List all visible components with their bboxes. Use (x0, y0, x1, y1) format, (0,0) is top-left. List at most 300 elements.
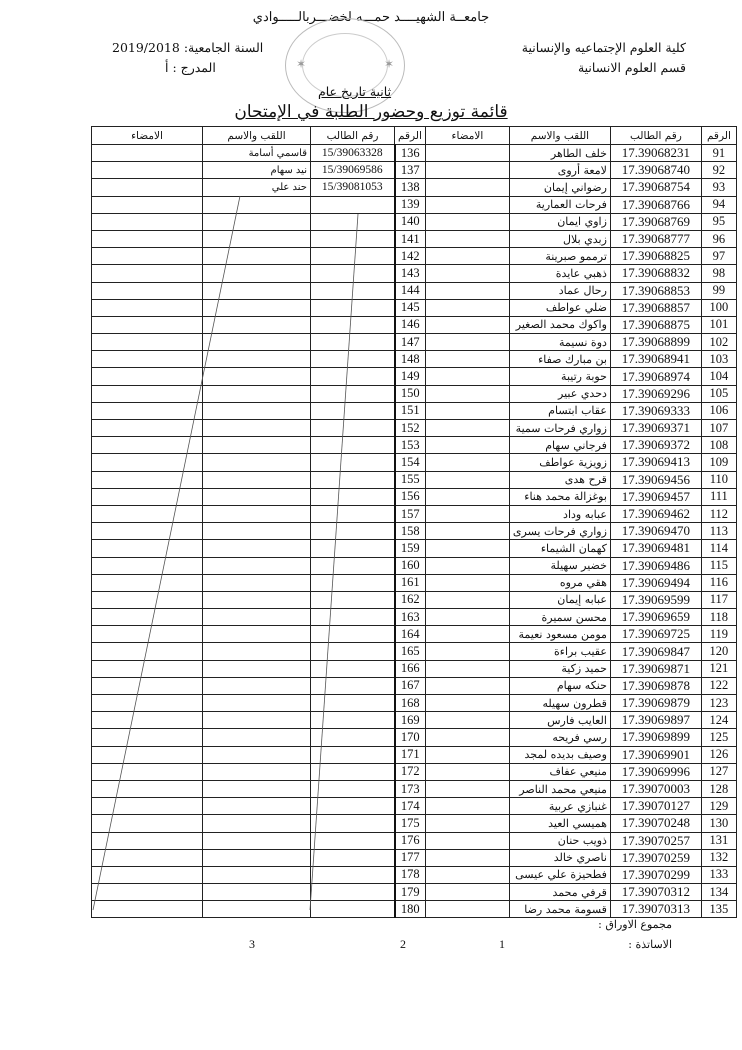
signature-cell[interactable] (92, 884, 203, 901)
table-row (92, 368, 737, 385)
student-id: 17.39070127 (610, 798, 701, 815)
signature-cell[interactable] (425, 437, 509, 454)
signature-cell[interactable] (425, 471, 509, 488)
student-name: واكوك محمد الصغير (509, 316, 610, 333)
student-id (311, 282, 395, 299)
student-id: 17.39068777 (610, 230, 701, 247)
student-id: 17.39069333 (610, 402, 701, 419)
student-id (311, 471, 395, 488)
table-row (92, 832, 737, 849)
signature-cell[interactable] (425, 712, 509, 729)
signature-cell[interactable] (425, 695, 509, 712)
student-name: بوغزالة محمد هناء (509, 488, 610, 505)
signature-cell[interactable] (425, 299, 509, 316)
signature-cell[interactable] (92, 179, 203, 196)
row-number: 156 (395, 488, 426, 505)
signature-cell[interactable] (92, 626, 203, 643)
table-row (92, 660, 737, 677)
table-row (92, 815, 737, 832)
student-name: عبابه وداد (509, 505, 610, 522)
signature-cell[interactable] (425, 643, 509, 660)
signature-cell[interactable] (425, 248, 509, 265)
table-row (92, 505, 737, 522)
table-row (92, 901, 737, 918)
student-id: 17.39068766 (610, 196, 701, 213)
signature-cell[interactable] (92, 609, 203, 626)
signature-cell[interactable] (425, 505, 509, 522)
table-row (92, 626, 737, 643)
student-name (203, 901, 311, 918)
professor-slot-2: 2 (400, 937, 406, 951)
row-number: 158 (395, 523, 426, 540)
row-number: 153 (395, 437, 426, 454)
row-number: 161 (395, 574, 426, 591)
student-id: 17.39068875 (610, 316, 701, 333)
student-name (203, 626, 311, 643)
student-id: 17.39069659 (610, 609, 701, 626)
col-name-header-2: اللقب والاسم (203, 127, 311, 145)
student-name (203, 763, 311, 780)
student-id: 17.39069296 (610, 385, 701, 402)
table-row (92, 540, 737, 557)
student-name (203, 437, 311, 454)
row-number: 160 (395, 557, 426, 574)
table-row (92, 849, 737, 866)
table-row (92, 351, 737, 368)
professors-label: الاساتذة : (628, 938, 672, 951)
signature-cell[interactable] (425, 780, 509, 797)
signature-cell[interactable] (92, 282, 203, 299)
student-id (311, 265, 395, 282)
signature-cell[interactable] (425, 316, 509, 333)
signature-cell[interactable] (425, 385, 509, 402)
signature-cell[interactable] (92, 316, 203, 333)
student-name (203, 265, 311, 282)
signature-cell[interactable] (92, 488, 203, 505)
row-number: 96 (701, 230, 736, 247)
student-name (203, 660, 311, 677)
signature-cell[interactable] (92, 248, 203, 265)
table-row (92, 265, 737, 282)
row-number: 113 (701, 523, 736, 540)
signature-cell[interactable] (92, 368, 203, 385)
student-name: نيد سهام (203, 162, 311, 179)
row-number: 135 (701, 901, 736, 918)
student-name (203, 505, 311, 522)
row-number: 92 (701, 162, 736, 179)
table-row (92, 402, 737, 419)
student-id (311, 368, 395, 385)
student-name: هقي مروه (509, 574, 610, 591)
professor-slot-1: 1 (499, 937, 505, 951)
row-number: 103 (701, 351, 736, 368)
student-name: قرح هدى (509, 471, 610, 488)
signature-cell[interactable] (425, 145, 509, 162)
signature-cell[interactable] (425, 282, 509, 299)
signature-cell[interactable] (425, 213, 509, 230)
student-name (203, 282, 311, 299)
student-id (311, 729, 395, 746)
row-number: 166 (395, 660, 426, 677)
signature-cell[interactable] (92, 471, 203, 488)
student-name (203, 695, 311, 712)
student-id: 17.39068740 (610, 162, 701, 179)
signature-cell[interactable] (425, 196, 509, 213)
signature-cell[interactable] (425, 402, 509, 419)
signature-cell[interactable] (92, 351, 203, 368)
student-id (311, 849, 395, 866)
signature-cell[interactable] (425, 832, 509, 849)
student-id (311, 901, 395, 918)
signature-cell[interactable] (92, 505, 203, 522)
signature-cell[interactable] (425, 230, 509, 247)
student-name (203, 712, 311, 729)
row-number: 178 (395, 866, 426, 883)
signature-cell[interactable] (92, 265, 203, 282)
table-row (92, 213, 737, 230)
student-name: محسن سميرة (509, 609, 610, 626)
student-name: مومن مسعود نعيمة (509, 626, 610, 643)
student-id (311, 815, 395, 832)
signature-cell[interactable] (425, 677, 509, 694)
student-id (311, 643, 395, 660)
student-id: 17.39069996 (610, 763, 701, 780)
student-id (311, 557, 395, 574)
signature-cell[interactable] (92, 866, 203, 883)
student-name (203, 866, 311, 883)
student-id (311, 454, 395, 471)
student-name: بن مبارك صفاء (509, 351, 610, 368)
student-name: حميد زكية (509, 660, 610, 677)
student-id: 17.39068754 (610, 179, 701, 196)
signature-cell[interactable] (92, 660, 203, 677)
student-id (311, 334, 395, 351)
student-name (203, 351, 311, 368)
student-name (203, 402, 311, 419)
row-number: 176 (395, 832, 426, 849)
table-row (92, 763, 737, 780)
signature-cell[interactable] (425, 574, 509, 591)
row-number: 125 (701, 729, 736, 746)
student-name: حند علي (203, 179, 311, 196)
signature-cell[interactable] (425, 557, 509, 574)
student-id (311, 780, 395, 797)
signature-cell[interactable] (425, 798, 509, 815)
signature-cell[interactable] (425, 746, 509, 763)
signature-cell[interactable] (425, 179, 509, 196)
student-name (203, 832, 311, 849)
student-name (203, 213, 311, 230)
row-number: 106 (701, 402, 736, 419)
signature-cell[interactable] (92, 420, 203, 437)
col-id-header-2: رقم الطالب (311, 127, 395, 145)
row-number: 142 (395, 248, 426, 265)
signature-cell[interactable] (92, 145, 203, 162)
row-number: 118 (701, 609, 736, 626)
student-name (203, 884, 311, 901)
student-id (311, 677, 395, 694)
table-row (92, 746, 737, 763)
student-id (311, 523, 395, 540)
signature-cell[interactable] (425, 334, 509, 351)
student-id: 15/39081053 (311, 179, 395, 196)
signature-cell[interactable] (92, 780, 203, 797)
student-id (311, 574, 395, 591)
signature-cell[interactable] (92, 557, 203, 574)
table-row (92, 609, 737, 626)
student-id: 17.39069878 (610, 677, 701, 694)
student-name: ذويب حنان (509, 832, 610, 849)
row-number: 157 (395, 505, 426, 522)
student-name: زبدي بلال (509, 230, 610, 247)
row-number: 109 (701, 454, 736, 471)
department-name: قسم العلوم الانسانية (577, 60, 686, 75)
row-number: 98 (701, 265, 736, 282)
signature-cell[interactable] (92, 230, 203, 247)
student-name: دحدي عبير (509, 385, 610, 402)
table-row (92, 162, 737, 179)
table-row (92, 866, 737, 883)
signature-cell[interactable] (92, 643, 203, 660)
signature-cell[interactable] (92, 385, 203, 402)
table-row (92, 643, 737, 660)
signature-cell[interactable] (425, 488, 509, 505)
student-id (311, 660, 395, 677)
student-id (311, 488, 395, 505)
signature-cell[interactable] (425, 849, 509, 866)
student-name: قرفي محمد (509, 884, 610, 901)
row-number: 100 (701, 299, 736, 316)
signature-cell[interactable] (92, 437, 203, 454)
signature-cell[interactable] (92, 540, 203, 557)
student-name (203, 299, 311, 316)
row-number: 137 (395, 162, 426, 179)
student-id: 17.39069372 (610, 437, 701, 454)
signature-cell[interactable] (92, 901, 203, 918)
student-name: دوة نسيمة (509, 334, 610, 351)
signature-cell[interactable] (92, 334, 203, 351)
row-number: 110 (701, 471, 736, 488)
signature-cell[interactable] (425, 351, 509, 368)
signature-cell[interactable] (92, 746, 203, 763)
student-name (203, 591, 311, 608)
student-id: 17.39069457 (610, 488, 701, 505)
student-name (203, 454, 311, 471)
signature-cell[interactable] (425, 660, 509, 677)
row-number: 97 (701, 248, 736, 265)
signature-cell[interactable] (92, 402, 203, 419)
table-row (92, 230, 737, 247)
signature-cell[interactable] (425, 162, 509, 179)
row-number: 139 (395, 196, 426, 213)
student-id (311, 385, 395, 402)
student-name (203, 230, 311, 247)
student-id (311, 299, 395, 316)
student-id (311, 884, 395, 901)
student-id: 17.39069901 (610, 746, 701, 763)
student-name (203, 471, 311, 488)
row-number: 138 (395, 179, 426, 196)
row-number: 117 (701, 591, 736, 608)
total-sheets-label: مجموع الاوراق : (598, 918, 672, 931)
student-id (311, 402, 395, 419)
signature-cell[interactable] (425, 609, 509, 626)
student-id: 17.39068825 (610, 248, 701, 265)
student-id: 17.39069725 (610, 626, 701, 643)
student-id: 17.39069470 (610, 523, 701, 540)
row-number: 167 (395, 677, 426, 694)
table-row (92, 437, 737, 454)
student-id: 17.39069413 (610, 454, 701, 471)
signature-cell[interactable] (425, 884, 509, 901)
signature-cell[interactable] (425, 866, 509, 883)
student-name: منيعي عفاف (509, 763, 610, 780)
signature-cell[interactable] (425, 763, 509, 780)
table-row (92, 299, 737, 316)
student-id (311, 316, 395, 333)
student-id: 17.39070003 (610, 780, 701, 797)
student-id: 17.39070259 (610, 849, 701, 866)
student-id (311, 798, 395, 815)
signature-cell[interactable] (425, 368, 509, 385)
row-number: 140 (395, 213, 426, 230)
row-number: 93 (701, 179, 736, 196)
student-id: 17.39069871 (610, 660, 701, 677)
student-name: زواري فرحات يسرى (509, 523, 610, 540)
student-id: 17.39069879 (610, 695, 701, 712)
student-name: منيعي محمد الناصر (509, 780, 610, 797)
signature-cell[interactable] (425, 523, 509, 540)
row-number: 107 (701, 420, 736, 437)
signature-cell[interactable] (92, 798, 203, 815)
row-number: 151 (395, 402, 426, 419)
row-number: 101 (701, 316, 736, 333)
signature-cell[interactable] (92, 712, 203, 729)
row-number: 120 (701, 643, 736, 660)
signature-cell[interactable] (425, 901, 509, 918)
student-id (311, 420, 395, 437)
table-row (92, 334, 737, 351)
signature-cell[interactable] (425, 626, 509, 643)
row-number: 150 (395, 385, 426, 402)
student-id: 17.39068853 (610, 282, 701, 299)
student-name (203, 677, 311, 694)
col-num-header: الرقم (701, 127, 736, 145)
student-name: ترممو صبرينة (509, 248, 610, 265)
row-number: 159 (395, 540, 426, 557)
signature-cell[interactable] (92, 763, 203, 780)
signature-cell[interactable] (425, 420, 509, 437)
signature-cell[interactable] (92, 591, 203, 608)
signature-cell[interactable] (92, 574, 203, 591)
signature-cell[interactable] (92, 815, 203, 832)
student-id (311, 213, 395, 230)
student-id (311, 230, 395, 247)
signature-cell[interactable] (425, 815, 509, 832)
signature-cell[interactable] (92, 196, 203, 213)
student-id: 17.39068231 (610, 145, 701, 162)
row-number: 127 (701, 763, 736, 780)
student-id (311, 505, 395, 522)
student-name (203, 815, 311, 832)
student-name: كهمان الشيماء (509, 540, 610, 557)
row-number: 102 (701, 334, 736, 351)
student-name (203, 780, 311, 797)
student-id: 17.39070313 (610, 901, 701, 918)
row-number: 104 (701, 368, 736, 385)
student-id (311, 746, 395, 763)
signature-cell[interactable] (425, 265, 509, 282)
row-number: 111 (701, 488, 736, 505)
table-row (92, 677, 737, 694)
student-name: همیسي العيد (509, 815, 610, 832)
student-name (203, 746, 311, 763)
academic-year: السنة الجامعية: 2019/2018 (112, 40, 264, 55)
table-row (92, 591, 737, 608)
row-number: 112 (701, 505, 736, 522)
table-row (92, 248, 737, 265)
signature-cell[interactable] (92, 454, 203, 471)
student-name: قسومة محمد رضا (509, 901, 610, 918)
attendance-table (91, 126, 737, 918)
student-name (203, 729, 311, 746)
student-id: 17.39070299 (610, 866, 701, 883)
row-number: 123 (701, 695, 736, 712)
row-number: 116 (701, 574, 736, 591)
signature-cell[interactable] (92, 213, 203, 230)
signature-cell[interactable] (92, 695, 203, 712)
row-number: 143 (395, 265, 426, 282)
student-name (203, 849, 311, 866)
student-name (203, 385, 311, 402)
table-row (92, 729, 737, 746)
row-number: 122 (701, 677, 736, 694)
signature-cell[interactable] (425, 454, 509, 471)
table-row (92, 488, 737, 505)
student-name: حنكه سهام (509, 677, 610, 694)
row-number: 108 (701, 437, 736, 454)
student-name (203, 643, 311, 660)
row-number: 173 (395, 780, 426, 797)
signature-cell[interactable] (425, 729, 509, 746)
student-id: 15/39069586 (311, 162, 395, 179)
signature-cell[interactable] (92, 523, 203, 540)
signature-cell[interactable] (92, 299, 203, 316)
student-name (203, 316, 311, 333)
signature-cell[interactable] (92, 162, 203, 179)
signature-cell[interactable] (425, 591, 509, 608)
row-number: 119 (701, 626, 736, 643)
student-name: رسي فريحه (509, 729, 610, 746)
row-number: 132 (701, 849, 736, 866)
row-number: 180 (395, 901, 426, 918)
row-number: 105 (701, 385, 736, 402)
student-name: خضير سهيلة (509, 557, 610, 574)
row-number: 130 (701, 815, 736, 832)
page-title: قائمة توزيع وحضور الطلبة في الإمتحان (234, 102, 508, 122)
row-number: 133 (701, 866, 736, 883)
signature-cell[interactable] (92, 849, 203, 866)
row-number: 114 (701, 540, 736, 557)
signature-cell[interactable] (92, 729, 203, 746)
student-name (203, 488, 311, 505)
signature-cell[interactable] (92, 677, 203, 694)
signature-cell[interactable] (92, 832, 203, 849)
signature-cell[interactable] (425, 540, 509, 557)
student-id: 17.39070248 (610, 815, 701, 832)
student-name: ذهبي عايدة (509, 265, 610, 282)
student-name: زواري فرحات سمية (509, 420, 610, 437)
